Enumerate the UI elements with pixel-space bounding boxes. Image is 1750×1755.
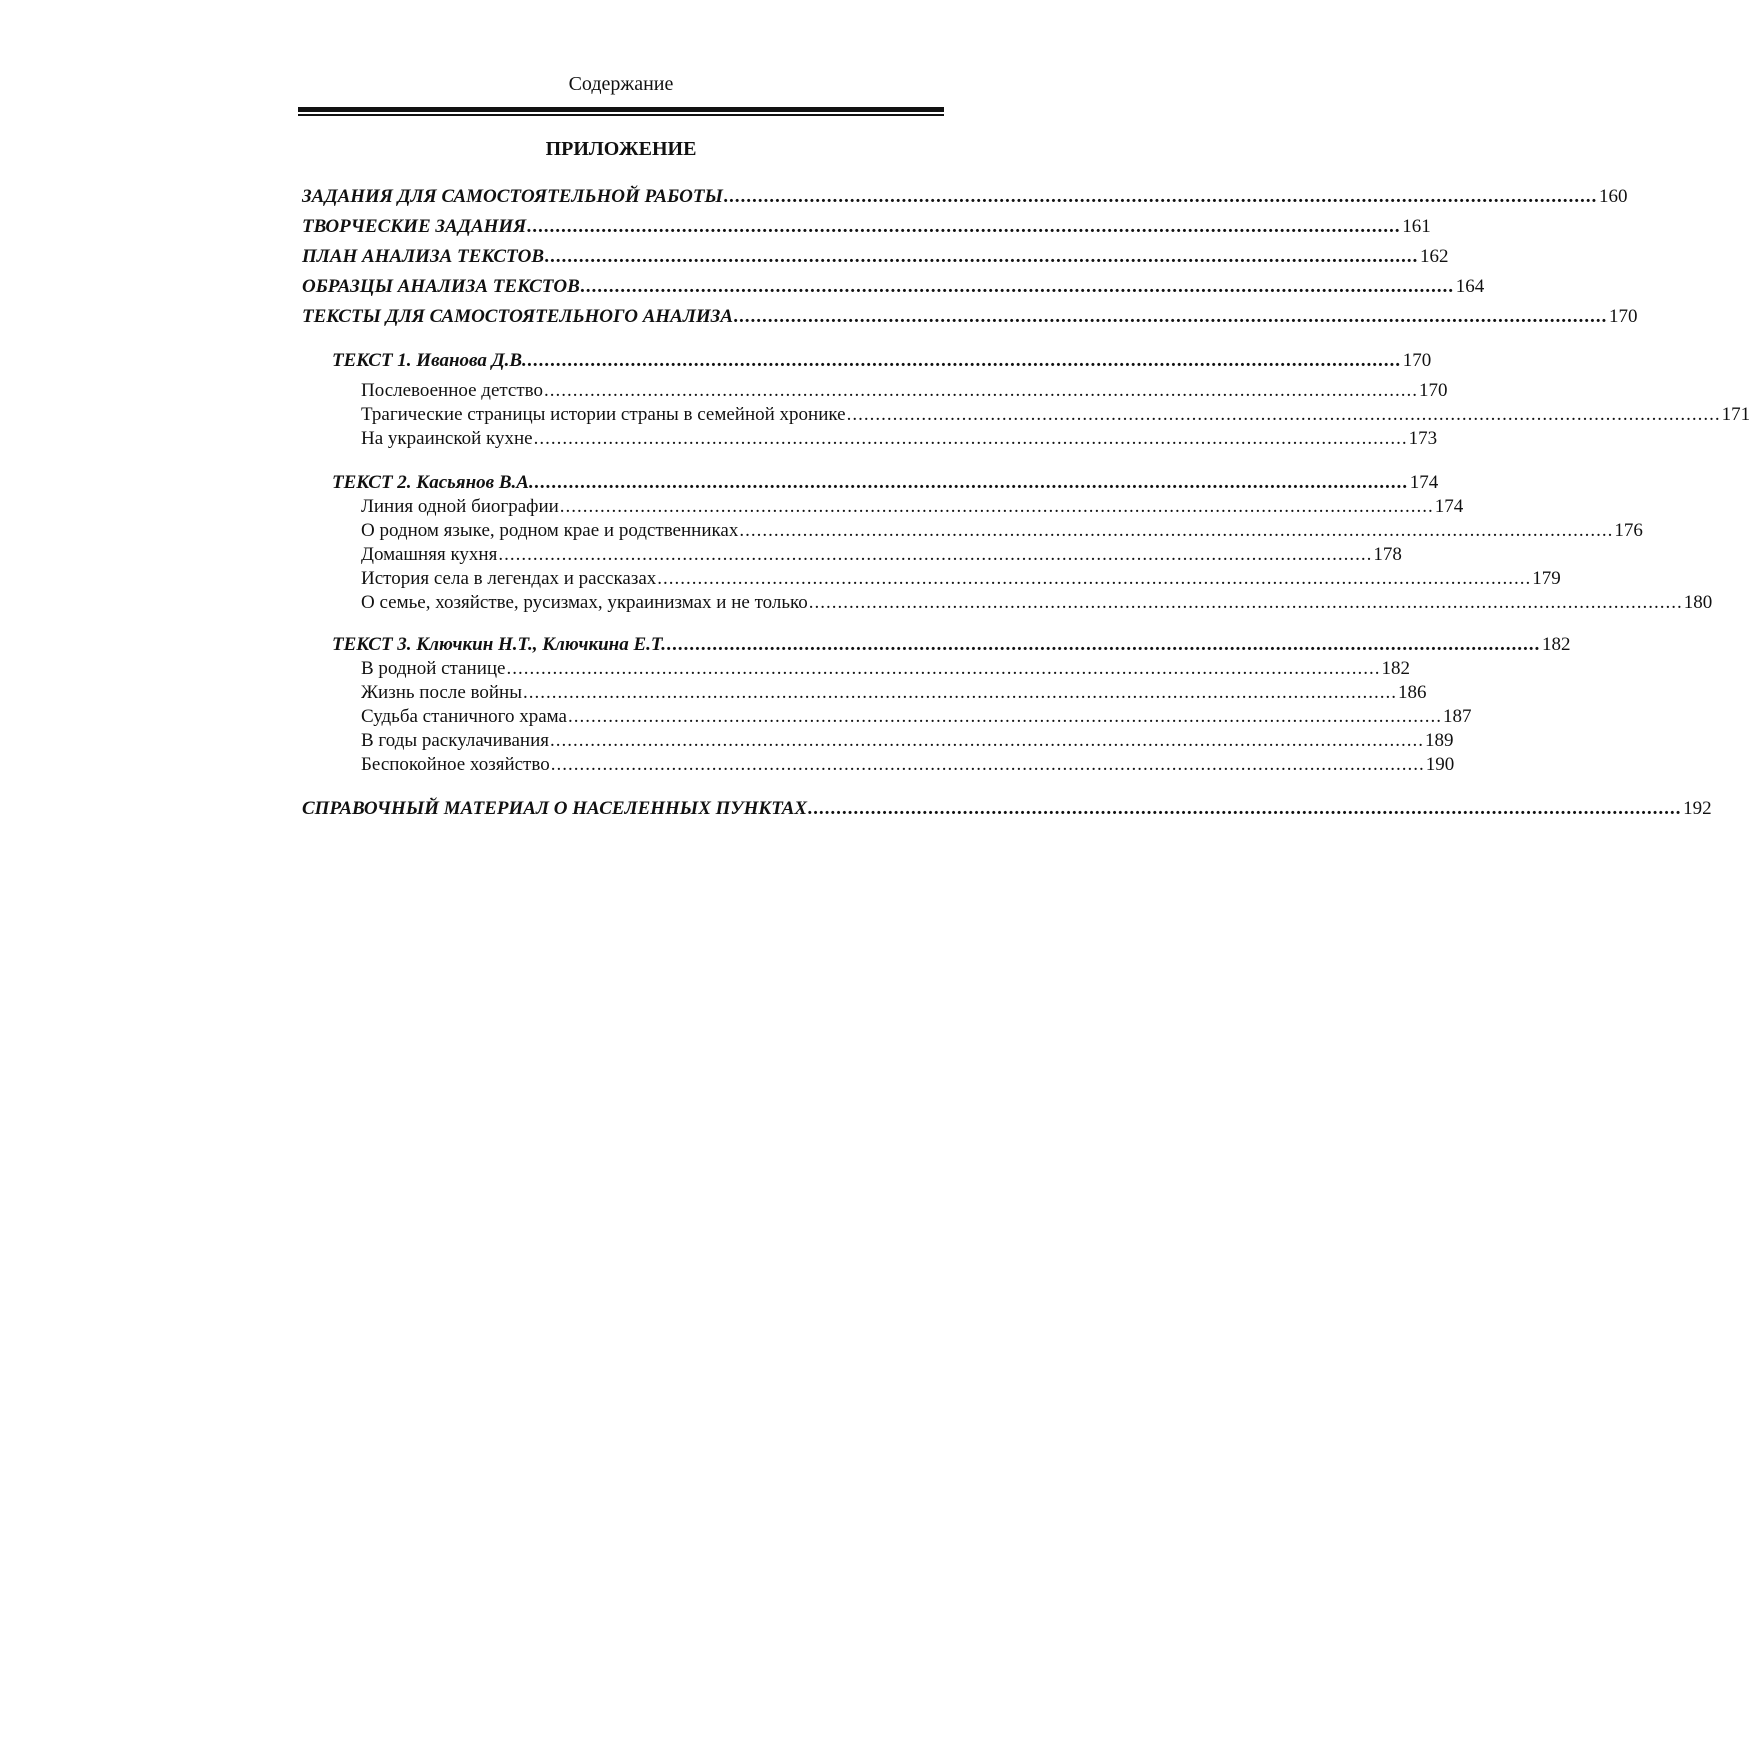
toc-entry-title: Линия одной биографии xyxy=(361,496,559,517)
toc-entry-title: В родной станице xyxy=(361,658,506,679)
toc-leader-dots: ........................................................................................................................................................ xyxy=(667,634,1542,655)
toc-leader-dots: ........................................................................................................................................................ xyxy=(506,658,1381,679)
toc-entry[interactable] xyxy=(361,705,1472,729)
toc-entry-page: 192 xyxy=(1683,798,1712,819)
toc-entry-title: ТЕКСТ 3. Ключкин Н.Т., Ключкина Е.Т. xyxy=(332,634,667,655)
toc-entry-title: ЗАДАНИЯ ДЛЯ САМОСТОЯТЕЛЬНОЙ РАБОТЫ xyxy=(302,186,723,207)
toc-entry[interactable] xyxy=(302,797,1712,821)
toc-entry-page: 187 xyxy=(1442,706,1472,727)
toc-leader-dots: ........................................................................................................................................................ xyxy=(734,306,1609,327)
toc-entry-page: 161 xyxy=(1402,216,1431,237)
toc-entry[interactable] xyxy=(361,567,1561,591)
toc-entry-page: 179 xyxy=(1532,568,1561,589)
toc-entry[interactable] xyxy=(361,591,1713,615)
toc-leader-dots: ........................................................................................................................................................ xyxy=(527,216,1402,237)
toc-entry-page: 162 xyxy=(1420,246,1449,267)
toc-entry-page: 189 xyxy=(1424,730,1454,751)
toc-entry[interactable] xyxy=(361,681,1427,705)
toc-entry[interactable] xyxy=(332,349,1432,373)
toc-entry-title: ПЛАН АНАЛИЗА ТЕКСТОВ xyxy=(302,246,544,267)
toc-leader-dots: ........................................................................................................................................................ xyxy=(498,544,1373,565)
toc-entry-title: О семье, хозяйстве, русизмах, украинизмах и не только xyxy=(361,592,808,613)
toc-entry[interactable] xyxy=(302,275,1485,299)
toc-entry[interactable] xyxy=(302,305,1638,329)
toc-leader-dots: ........................................................................................................................................................ xyxy=(534,472,1409,493)
toc-entry[interactable] xyxy=(361,379,1448,403)
toc-entry-page: 190 xyxy=(1425,754,1455,775)
toc-entry-page: 178 xyxy=(1373,544,1402,565)
toc-leader-dots: ........................................................................................................................................................ xyxy=(846,404,1721,425)
toc-entry-title: ОБРАЗЦЫ АНАЛИЗА ТЕКСТОВ xyxy=(302,276,580,297)
toc-entry-title: История села в легендах и рассказах xyxy=(361,568,657,589)
toc-entry[interactable] xyxy=(361,543,1402,567)
toc-entry-title: В годы раскулачивания xyxy=(361,730,549,751)
toc-entry-title: ТЕКСТ 1. Иванова Д.В. xyxy=(332,350,527,371)
toc-entry[interactable] xyxy=(302,185,1628,209)
toc-leader-dots: ........................................................................................................................................................ xyxy=(559,496,1434,517)
toc-entry-title: Домашняя кухня xyxy=(361,544,498,565)
toc-entry-page: 160 xyxy=(1598,186,1628,207)
header-rule-thin xyxy=(298,114,944,116)
toc-entry[interactable] xyxy=(361,519,1643,543)
toc-leader-dots: ........................................................................................................................................................ xyxy=(723,186,1598,207)
toc-entry[interactable] xyxy=(361,729,1454,753)
toc-entry-title: Судьба станичного храма xyxy=(361,706,567,727)
toc-entry[interactable] xyxy=(361,753,1455,777)
toc-entry[interactable] xyxy=(361,495,1464,519)
toc-entry-page: 171 xyxy=(1721,404,1750,425)
toc-entry-page: 174 xyxy=(1434,496,1464,517)
toc-entry[interactable] xyxy=(332,471,1439,495)
toc-entry-page: 170 xyxy=(1609,306,1638,327)
toc-leader-dots: ........................................................................................................................................................ xyxy=(549,730,1424,751)
toc-leader-dots: ........................................................................................................................................................ xyxy=(808,798,1683,819)
toc-entry-page: 182 xyxy=(1542,634,1571,655)
toc-leader-dots: ........................................................................................................................................................ xyxy=(567,706,1442,727)
toc-entry-page: 182 xyxy=(1381,658,1410,679)
toc-leader-dots: ........................................................................................................................................................ xyxy=(808,592,1683,613)
toc-entry-page: 170 xyxy=(1402,350,1432,371)
toc-entry[interactable] xyxy=(361,403,1750,427)
toc-entry-title: Послевоенное детство xyxy=(361,380,544,401)
toc-entry-title: Трагические страницы истории страны в семейной хронике xyxy=(361,404,846,425)
toc-entry-page: 170 xyxy=(1419,380,1448,401)
toc-leader-dots: ........................................................................................................................................................ xyxy=(545,246,1419,267)
toc-leader-dots: ........................................................................................................................................................ xyxy=(657,568,1532,589)
toc-entry-title: О родном языке, родном крае и родственниках xyxy=(361,520,739,541)
header-rule-thick xyxy=(298,107,944,112)
toc-leader-dots: ........................................................................................................................................................ xyxy=(739,520,1614,541)
toc-entry-page: 176 xyxy=(1614,520,1643,541)
toc-entry-title: Жизнь после войны xyxy=(361,682,522,703)
toc-leader-dots: ........................................................................................................................................................ xyxy=(550,754,1425,775)
toc-entry-title: Беспокойное хозяйство xyxy=(361,754,550,775)
section-title: ПРИЛОЖЕНИЕ xyxy=(545,138,697,160)
toc-leader-dots: ........................................................................................................................................................ xyxy=(527,350,1402,371)
toc-entry[interactable] xyxy=(302,245,1449,269)
toc-entry-page: 180 xyxy=(1683,592,1713,613)
toc-entry-title: На украинской кухне xyxy=(361,428,533,449)
toc-entry[interactable] xyxy=(302,215,1431,239)
toc-entry-title: ТЕКСТЫ ДЛЯ САМОСТОЯТЕЛЬНОГО АНАЛИЗА xyxy=(302,306,734,327)
toc-entry-page: 164 xyxy=(1455,276,1485,297)
toc-entry-title: ТВОРЧЕСКИЕ ЗАДАНИЯ xyxy=(302,216,527,237)
toc-entry-page: 186 xyxy=(1397,682,1427,703)
toc-leader-dots: ........................................................................................................................................................ xyxy=(544,380,1419,401)
toc-leader-dots: ........................................................................................................................................................ xyxy=(580,276,1455,297)
toc-entry[interactable] xyxy=(361,427,1438,451)
toc-leader-dots: ........................................................................................................................................................ xyxy=(533,428,1408,449)
toc-entry-page: 173 xyxy=(1408,428,1438,449)
toc-entry-title: СПРАВОЧНЫЙ МАТЕРИАЛ О НАСЕЛЕННЫХ ПУНКТАХ xyxy=(302,798,808,819)
toc-entry-title: ТЕКСТ 2. Касьянов В.А. xyxy=(332,472,534,493)
running-header: Содержание xyxy=(568,73,674,95)
toc-entry[interactable] xyxy=(361,657,1410,681)
toc-entry[interactable] xyxy=(332,633,1571,657)
toc-entry-page: 174 xyxy=(1409,472,1439,493)
toc-leader-dots: ........................................................................................................................................................ xyxy=(522,682,1397,703)
